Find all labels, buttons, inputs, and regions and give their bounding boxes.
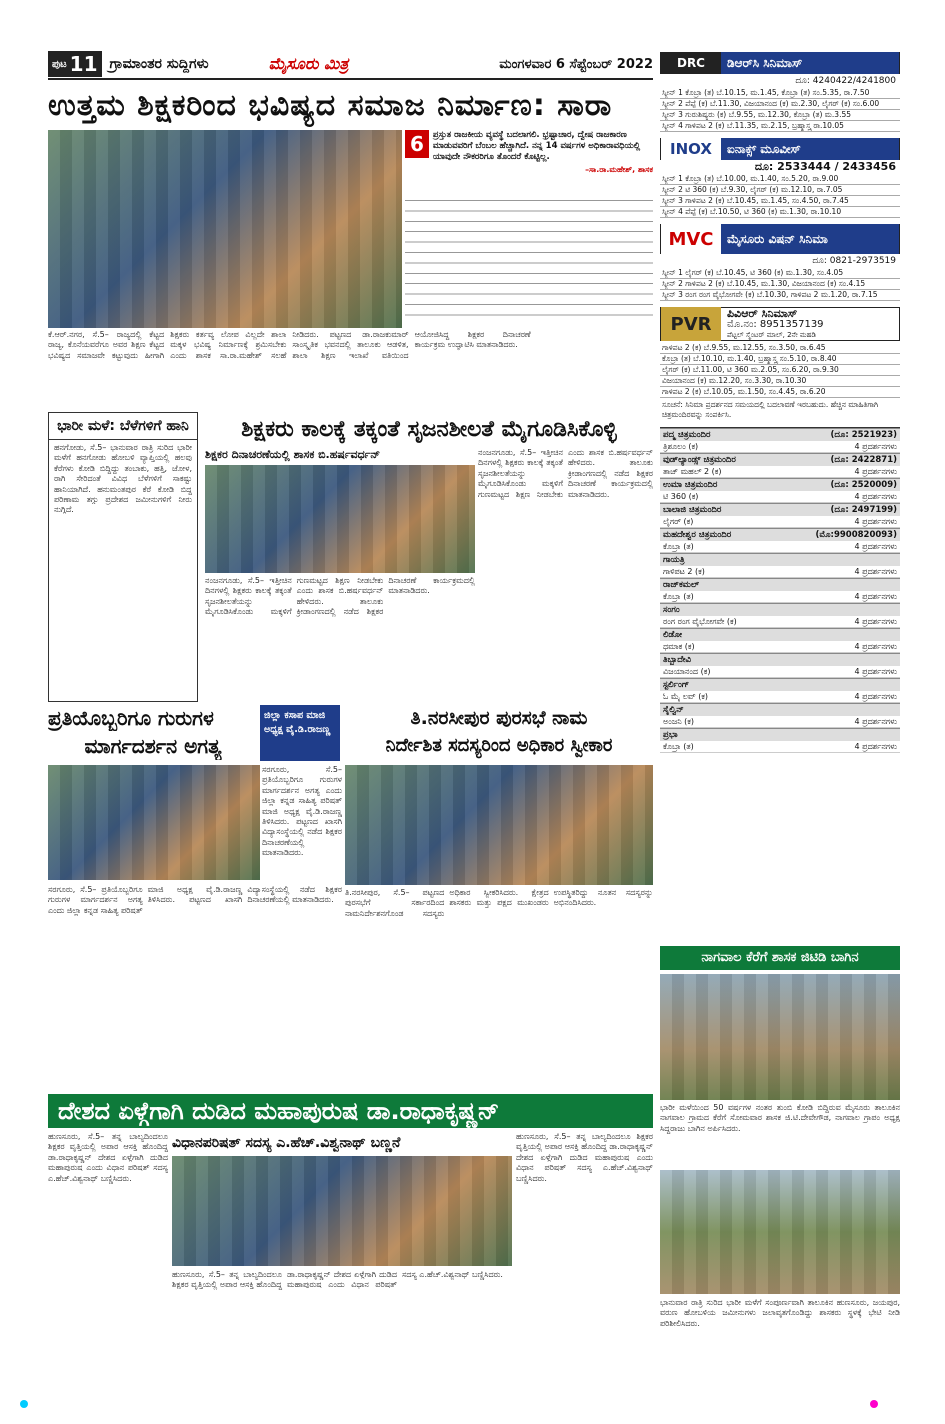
theatre-film: ಧಮಾಕ (ಕ) (663, 642, 695, 651)
inox-logo: INOX (661, 138, 721, 160)
cinema-listings (660, 50, 900, 753)
theatre-header (660, 678, 900, 691)
page-label: ಪುಟ (52, 58, 67, 70)
pvr-address: ಪೆಟ್ಟಲ್ ಸ್ಮೆಂಟರ್‌ ಮಾಲ್, 2ನೇ ಮಹಡಿ (727, 330, 816, 339)
theatre-header (660, 428, 900, 441)
theatre-phone: (ಮೊ:9900820093) (815, 530, 897, 540)
list-item: ಸ್ಕ್ರೀನ್ 3 ಗುರುಶಿಷ್ಯರು (ಕ) ಬೆ.9.55, ಮ.12.30, ಕೊಬ್ರಾ (ತ) ಮ.3.55 (660, 110, 900, 121)
theatre-name: ಸ್ಟರ್ಲಿಂಗ್ (663, 680, 690, 690)
theatre-header (660, 653, 900, 666)
story7-photo-1 (660, 974, 900, 1100)
theatre-header (660, 453, 900, 466)
theatre-name: ತಿಬ್ಬಾದೇವಿ (663, 655, 692, 665)
pvr-phone: ಮೊ.ನಂ: 8951357139 (727, 318, 824, 330)
theatre-row (660, 716, 900, 728)
story3-body-right: ನಂಜನಗೂಡು, ಸೆ.5– ಇತ್ತೀಚಿನ ದಿನಗಳಲ್ಲಿ ಶಿಕ್ಷಕರು ಕಾಲಕ್ಕೆ ತಕ್ಕಂತೆ ಸೃಜನಶೀಲತೆಯನ್ನು ಮೈಗೂಡಿಸಿಕೊಂಡು ಮಕ್ಕಳಿಗೆ ಗುಣಮಟ್ಟದ ಶಿಕ್ಷಣ ನೀಡಬೇಕು ಎಂದು ಶಾಸಕ ಬಿ.ಹರ್ಷವರ್ಧನ್ ಹೇಳಿದರು. ತಾಲೂಕು ಕ್ರೀಡಾಂಗಣದಲ್ಲಿ ನಡೆದ ಶಿಕ್ಷಕರ ದಿನಾಚರಣೆ ಕಾರ್ಯಕ್ರಮದಲ್ಲಿ ಮಾತನಾಡಿದರು. (478, 448, 653, 499)
theatre-header (660, 528, 900, 541)
drc-rows (660, 88, 900, 132)
story7-body-1: ಭಾರೀ ಮಳೆಯಿಂದ 50 ವರ್ಷಗಳ ನಂತರ ತುಂಬಿ ಕೋಡಿ ಬಿದ್ದಿರುವ ಮೈಸೂರು ತಾಲೂಕಿನ ನಾಗವಾಲ ಗ್ರಾಮದ ಕೆರೆಗೆ ಸೋಮವಾರ ಶಾಸಕ ಜಿ.ಟಿ.ದೇವೇಗೌಡ, ನಾಗವಾಲ ಗ್ರಾಪಂ ಅಧ್ಯಕ್ಷ ಸಿದ್ದರಾಜು ಬಾಗಿನ ಅರ್ಪಿಸಿದರು. (660, 1103, 900, 1133)
story4-photo (48, 765, 260, 880)
theatre-header (660, 578, 900, 591)
story1-quote-box (405, 130, 653, 326)
theatre-film: ಕೊಬ್ರಾ (ತ) (663, 592, 694, 601)
story4-headline-line1: ಪ್ರತಿಯೊಬ್ಬರಿಗೂ ಗುರುಗಳ (48, 706, 214, 730)
theatre-shows: 4 ಪ್ರದರ್ಶನಗಳು (854, 567, 897, 576)
theatre-shows: 4 ಪ್ರದರ್ಶನಗಳು (854, 692, 897, 701)
theatre-phone: (ದೂ: 2422871) (830, 455, 897, 465)
story4-body: ಸರಗೂರು, ಸೆ.5– ಪ್ರತಿಯೊಬ್ಬರಿಗೂ ಗುರುಗಳ ಮಾರ್ಗದರ್ಶನ ಅಗತ್ಯ ಎಂದು ಜಿಲ್ಲಾ ಕನ್ನಡ ಸಾಹಿತ್ಯ ಪರಿಷತ್ ಮಾಜಿ ಅಧ್ಯಕ್ಷ ವೈ.ಡಿ.ರಾಜಣ್ಣ ತಿಳಿಸಿದರು. ಪಟ್ಟಣದ ಖಾಸಗಿ ವಿದ್ಯಾಸಂಸ್ಥೆಯಲ್ಲಿ ನಡೆದ ಶಿಕ್ಷಕರ ದಿನಾಚರಣೆಯಲ್ಲಿ ಮಾತನಾಡಿದರು. (48, 885, 342, 915)
story1-quote-author: –ಸಾ.ರಾ.ಮಹೇಶ್, ಶಾಸಕ (585, 165, 653, 174)
inox-rows (660, 174, 900, 218)
theatre-film: ಅಂಜನಿ (ಕ) (663, 717, 695, 726)
story3-subhead: ಶಿಕ್ಷಕರ ದಿನಾಚರಣೆಯಲ್ಲಿ ಶಾಸಕ ಬಿ.ಹರ್ಷವರ್ಧನ್ (205, 448, 381, 461)
list-item: ಸ್ಕ್ರೀನ್ 2 ಗಾಳಿಪಟ 2 (ಕ) ಬೆ.10.45, ಮ.1.30, ವಿಜಯಾನಂದ (ಕ) ಸಂ.4.15 (660, 279, 900, 290)
theatre-row (660, 491, 900, 503)
theatre-shows: 4 ಪ್ರದರ್ಶನಗಳು (854, 717, 897, 726)
registration-mark (870, 1400, 878, 1408)
story6-body: ಹುಣಸೂರು, ಸೆ.5– ತನ್ನ ಬಾಲ್ಯದಿಂದಲೂ ಶಿಕ್ಷಕರ ವೃತ್ತಿಯಲ್ಲಿ ಅಪಾರ ಆಸಕ್ತಿ ಹೊಂದಿದ್ದ ಡಾ.ರಾಧಾಕೃಷ್ಣನ್ ದೇಶದ ಏಳ್ಗೆಗಾಗಿ ದುಡಿದ ಮಹಾಪುರುಷ ಎಂದು ವಿಧಾನ ಪರಿಷತ್ ಸದಸ್ಯ ಎ.ಹೆಚ್.ವಿಶ್ವನಾಥ್ ಬಣ್ಣಿಸಿದರು. (172, 1270, 503, 1290)
theatre-film: ಗಾಳಿಪಟ 2 (ಕ) (663, 567, 705, 576)
story4-body-side: ಸರಗೂರು, ಸೆ.5– ಪ್ರತಿಯೊಬ್ಬರಿಗೂ ಗುರುಗಳ ಮಾರ್ಗದರ್ಶನ ಅಗತ್ಯ ಎಂದು ಜಿಲ್ಲಾ ಕನ್ನಡ ಸಾಹಿತ್ಯ ಪರಿಷತ್ ಮಾಜಿ ಅಧ್ಯಕ್ಷ ವೈ.ಡಿ.ರಾಜಣ್ಣ ತಿಳಿಸಿದರು. ಪಟ್ಟಣದ ಖಾಸಗಿ ವಿದ್ಯಾಸಂಸ್ಥೆಯಲ್ಲಿ ನಡೆದ ಶಿಕ್ಷಕರ ದಿನಾಚರಣೆಯಲ್ಲಿ ಮಾತನಾಡಿದರು. (262, 765, 342, 858)
story3-body: ನಂಜನಗೂಡು, ಸೆ.5– ಇತ್ತೀಚಿನ ದಿನಗಳಲ್ಲಿ ಶಿಕ್ಷಕರು ಕಾಲಕ್ಕೆ ತಕ್ಕಂತೆ ಸೃಜನಶೀಲತೆಯನ್ನು ಮೈಗೂಡಿಸಿಕೊಂಡು ಮಕ್ಕಳಿಗೆ ಗುಣಮಟ್ಟದ ಶಿಕ್ಷಣ ನೀಡಬೇಕು ಎಂದು ಶಾಸಕ ಬಿ.ಹರ್ಷವರ್ಧನ್ ಹೇಳಿದರು. ತಾಲೂಕು ಕ್ರೀಡಾಂಗಣದಲ್ಲಿ ನಡೆದ ಶಿಕ್ಷಕರ ದಿನಾಚರಣೆ ಕಾರ್ಯಕ್ರಮದಲ್ಲಿ ಮಾತನಾಡಿದರು. (205, 576, 475, 617)
theatre-row (660, 641, 900, 653)
theatre-row (660, 541, 900, 553)
pvr-logo: PVR (661, 307, 721, 341)
story6-subhead: ವಿಧಾನಪರಿಷತ್ ಸದಸ್ಯ ಎ.ಹೆಚ್.ವಿಶ್ವನಾಥ್ ಬಣ್ಣನೆ (172, 1135, 401, 1151)
inox-name: ಐನಾಕ್ಸ್ ಮೂವೀಸ್ (721, 138, 899, 160)
story5-photo (345, 765, 653, 885)
registration-mark (20, 1400, 28, 1408)
theatre-film: ಕೊಬ್ರಾ (ತ) (663, 742, 694, 751)
story2-box (48, 412, 198, 702)
theatre-name: ಸಂಗಂ (663, 605, 680, 615)
theatre-film: ಟಿ 360 (ಕ) (663, 492, 699, 501)
list-item: ಸ್ಕ್ರೀನ್ 4 ಗಾಳಿಪಟ 2 (ಕ) ಬೆ.11.35, ಮ.2.15, ಬ್ರಹ್ಮಾಸ್ತ್ರ ರಾ.10.05 (660, 121, 900, 132)
story2-headline: ಭಾರೀ ಮಳೆ: ಬೆಳೆಗಳಿಗೆ ಹಾನಿ (49, 413, 197, 440)
story7-headline: ನಾಗವಾಲ ಕೆರೆಗೆ ಶಾಸಕ ಜಿಟಿಡಿ ಬಾಗಿನ (660, 946, 900, 970)
list-item: ಸ್ಕ್ರೀನ್ 1 ಕೊಬ್ರಾ (ತ) ಬೆ.10.15, ಮ.1.45, ಕೊಬ್ರಾ (ತ) ಸಂ.5.35, ರಾ.7.50 (660, 88, 900, 99)
mvc-rows (660, 268, 900, 301)
theatre-header (660, 703, 900, 716)
story4-headline-line2: ಮಾರ್ಗದರ್ಶನ ಅಗತ್ಯ (84, 734, 222, 758)
theatre-header (660, 478, 900, 491)
theatre-name: ಲಿಡೋ (663, 630, 683, 640)
theatre-shows: 4 ಪ್ರದರ್ಶನಗಳು (854, 742, 897, 751)
story1-photo (48, 130, 402, 328)
mvc-header (660, 224, 900, 254)
theatre-header (660, 553, 900, 566)
theatre-name: ಪದ್ಮ ಚಿತ್ರಮಂದಿರ (663, 430, 711, 440)
story6-banner: ದೇಶದ ಏಳ್ಗೆಗಾಗಿ ದುಡಿದ ಮಹಾಪುರುಷ ಡಾ.ರಾಧಾಕೃಷ್ಣನ್ (48, 1094, 653, 1128)
theatre-name: ಉಮಾ ಚಿತ್ರಮಂದಿರ (663, 480, 718, 490)
story1-headline: ಉತ್ತಮ ಶಿಕ್ಷಕರಿಂದ ಭವಿಷ್ಯದ ಸಮಾಜ ನಿರ್ಮಾಣ: ಸಾರಾ (48, 88, 613, 123)
drc-phone: ದೂ: 4240422/4241800 (795, 76, 896, 86)
theatre-name: ಮಹದೇಶ್ವರ ಚಿತ್ರಮಂದಿರ (663, 530, 732, 540)
quote-number: 6 (405, 130, 429, 158)
theatre-row (660, 441, 900, 453)
theatre-header (660, 728, 900, 741)
list-item: ಗಾಳಿಪಟ 2 (ಕ) ಬೆ.9.55, ಮ.12.55, ಸಂ.3.50, ರಾ.6.45 (660, 343, 900, 354)
list-item: ಸ್ಕ್ರೀನ್ 2 ಟಿ 360 (ಕ) ಬೆ.9.30, ಲೈಗರ್ (ಕ) ಮ.12.10, ರಾ.7.05 (660, 185, 900, 196)
theatre-shows: 4 ಪ್ರದರ್ಶನಗಳು (854, 542, 897, 551)
list-item: ಸ್ಕ್ರೀನ್ 2 ಪೆಪ್ಪೆ (ಕ) ಬೆ.11.30, ವಿಜಯಾನಂದ (ಕ) ಮ.2.30, ಲೈಗರ್ (ಕ) ಸಂ.6.00 (660, 99, 900, 110)
story3-photo (205, 465, 475, 573)
pvr-name: ಪಿವಿಆರ್ ಸಿನಿಮಾಸ್ (727, 306, 798, 320)
theatre-row (660, 616, 900, 628)
story7-body-2: ಭಾನುವಾರ ರಾತ್ರಿ ಸುರಿದ ಭಾರೀ ಮಳೆಗೆ ಸಂಪೂರ್ಣವಾಗಿ ತಾಲೂಕಿನ ಹುಣಸೂರು, ಜಯಪುರ, ವರುಣ ಹೋಬಳಿಯ ಜಮೀನುಗಳು ಜಲಾವೃತಗೊಂಡಿದ್ದು ಶಾಸಕರು ಸ್ಥಳಕ್ಕೆ ಭೇಟಿ ನೀಡಿ ಪರಿಶೀಲಿಸಿದರು. (660, 1298, 900, 1328)
theatre-name: ರಾಜ್‌ಕಮಲ್ (663, 580, 700, 590)
story2-body: ಹನಗೋಡು, ಸೆ.5– ಭಾನುವಾರ ರಾತ್ರಿ ಸುರಿದ ಭಾರೀ ಮಳೆಗೆ ಹನಗೋಡು ಹೋಬಳಿ ವ್ಯಾಪ್ತಿಯಲ್ಲಿ ಹಲವು ಕೆರೆಗಳು ಕೋಡಿ ಬಿದ್ದಿದ್ದು ತಂಬಾಕು, ಹತ್ತಿ, ಜೋಳ, ರಾಗಿ ಸೇರಿದಂತೆ ವಿವಿಧ ಬೆಳೆಗಳಿಗೆ ಸಾಕಷ್ಟು ಹಾನಿಯಾಗಿದೆ. ಹನುಮಂತಪುರ ಕೆರೆ ಕೋಡಿ ಬಿದ್ದ ಪರಿಣಾಮ ತಗ್ಗು ಪ್ರದೇಶದ ಜಮೀನುಗಳಿಗೆ ನೀರು ನುಗ್ಗಿದೆ. (54, 443, 192, 515)
theatre-name: ಬಾಲಾಜಿ ಚಿತ್ರಮಂದಿರ (663, 505, 722, 515)
list-item: ವಿಜಯಾನಂದ (ಕ) ಮ.12.20, ಸಂ.3.30, ರಾ.10.30 (660, 376, 900, 387)
page-number: 11 (69, 52, 98, 76)
theatre-shows: 4 ಪ್ರದರ್ಶನಗಳು (854, 617, 897, 626)
pvr-rows (660, 343, 900, 398)
drc-header (660, 52, 900, 74)
theatre-row (660, 666, 900, 678)
theatre-film: ವಿಜಯಾನಂದ (ಕ) (663, 667, 711, 676)
theatre-row (660, 516, 900, 528)
mvc-logo: MVC (661, 224, 721, 254)
list-item: ಸ್ಕ್ರೀನ್ 3 ರಂಗ ರಂಗ ವೈಭೋಗವೇ (ಕ) ಬೆ.10.30, ಗಾಳಿಪಟ 2 ಮ.1.20, ರಾ.7.15 (660, 290, 900, 301)
mvc-phone: ದೂ: 0821-2973519 (812, 256, 896, 266)
list-item: ಲೈಗರ್ (ಕ) ಬೆ.11.00, ಟಿ 360 ಮ.2.05, ಸಂ.6.20, ರಾ.9.30 (660, 365, 900, 376)
paper-name: ಮೈಸೂರು ಮಿತ್ರ (268, 54, 349, 73)
issue-date: ಮಂಗಳವಾರ 6 ಸೆಪ್ಟೆಂಬರ್ 2022 (499, 56, 653, 72)
list-item: ಕೊಬ್ರಾ (ತ) ಬೆ.10.10, ಮ.1.40, ಬ್ರಹ್ಮಾಸ್ತ್ರ ಸಂ.5.10, ರಾ.8.40 (660, 354, 900, 365)
theatre-film: ಲೈಗರ್ (ಕ) (663, 517, 694, 526)
theatre-film: ಕೊಬ್ರಾ (ತ) (663, 542, 694, 551)
theatre-row (660, 741, 900, 753)
theatre-name: ಪ್ರಭಾ (663, 730, 678, 740)
list-item: ಸ್ಕ್ರೀನ್ 4 ಪೆಪ್ಪೆ (ಕ) ಬೆ.10.50, ಟಿ 360 (ಕ) ಮ.1.30, ರಾ.10.10 (660, 207, 900, 218)
story3-headline: ಶಿಕ್ಷಕರು ಕಾಲಕ್ಕೆ ತಕ್ಕಂತೆ ಸೃಜನಶೀಲತೆ ಮೈಗೂಡಿಸಿಕೊಳ್ಳಿ (241, 417, 617, 442)
theatre-row (660, 591, 900, 603)
theatre-name: ಗಾಯತ್ರಿ (663, 555, 685, 565)
drc-logo: DRC (661, 52, 721, 74)
theatre-row (660, 466, 900, 478)
theatre-shows: 4 ಪ್ರದರ್ಶನಗಳು (854, 467, 897, 476)
drc-name: ಡಿಆರ್‌ಸಿ ಸಿನಿಮಾಸ್ (721, 52, 899, 74)
page-number-box (48, 51, 102, 77)
inox-header (660, 138, 900, 160)
theatre-film: ತಾಜ್ ಮಹಲ್ 2 (ಕ) (663, 467, 722, 476)
pvr-header (660, 307, 900, 341)
theatre-row (660, 691, 900, 703)
theatre-header (660, 628, 900, 641)
theatre-shows: 4 ಪ್ರದರ್ಶನಗಳು (854, 592, 897, 601)
story6-photo (172, 1156, 512, 1266)
list-item: ಸ್ಕ್ರೀನ್ 3 ಗಾಳಿಪಟ 2 (ಕ) ಬೆ.10.45, ಮ.1.45, ಸಂ.4.50, ರಾ.7.45 (660, 196, 900, 207)
story6-body-left: ಹುಣಸೂರು, ಸೆ.5– ತನ್ನ ಬಾಲ್ಯದಿಂದಲೂ ಶಿಕ್ಷಕರ ವೃತ್ತಿಯಲ್ಲಿ ಅಪಾರ ಆಸಕ್ತಿ ಹೊಂದಿದ್ದ ಡಾ.ರಾಧಾಕೃಷ್ಣನ್ ದೇಶದ ಏಳ್ಗೆಗಾಗಿ ದುಡಿದ ಮಹಾಪುರುಷ ಎಂದು ವಿಧಾನ ಪರಿಷತ್ ಸದಸ್ಯ ಎ.ಹೆಚ್.ವಿಶ್ವನಾಥ್ ಬಣ್ಣಿಸಿದರು. (48, 1132, 168, 1183)
list-item: ಗಾಳಿಪಟ 2 (ಕ) ಬೆ.10.05, ಮ.1.50, ಸಂ.4.45, ರಾ.6.20 (660, 387, 900, 398)
story5-headline-line1: ತಿ.ನರಸೀಪುರ ಪುರಸಭೆ ನಾಮ (410, 707, 588, 729)
story7-photo-2 (660, 1170, 900, 1294)
story1-body: ಕೆ.ಆರ್.ನಗರ, ಸೆ.5– ರಾಜ್ಯದಲ್ಲಿ ಕೆಟ್ಟದ ರಾಜ್ಯ, ಕೊನೆಯವರೆಗೂ ಅವರ ಶಿಕ್ಷಣ ಕೆಟ್ಟದ ಭವಿಷ್ಯದ ಸಮಾಜವೇ ಕಟ್ಟುವುದು ಹೀಗಾಗಿ ಶಿಕ್ಷಕರು ಕರ್ತವ್ಯ ಲೋಪ ವಿಲ್ಲದೇ ಶಾಲಾ ಮಕ್ಕಳ ಭವಿಷ್ಯ ನಿರ್ಮಾಣಕ್ಕೆ ಶ್ರಮಿಸಬೇಕು ಎಂದು ಶಾಸಕ ಸಾ.ರಾ.ಮಹೇಶ್ ಸಲಹೆ ನೀಡಿದರು. ಪಟ್ಟಣದ ಡಾ.ರಾಜಕುಮಾರ್ ಸಾಂಸ್ಕೃತಿಕ ಭವನದಲ್ಲಿ ತಾಲೂಕು ಆಡಳಿತ, ಶಾಲಾ ಶಿಕ್ಷಣ ಇಲಾಖೆ ವತಿಯಿಂದ ಆಯೋಜಿಸಿದ್ದ ಶಿಕ್ಷಕರ ದಿನಾಚರಣೆ ಕಾರ್ಯಕ್ರಮ ಉದ್ಘಾಟಿಸಿ ಮಾತನಾಡಿದರು. (48, 330, 531, 360)
story5-body: ತಿ.ನರಸೀಪುರ, ಸೆ.5– ಪಟ್ಟಣದ ಪುರಸಭೆಗೆ ಸರ್ಕಾರದಿಂದ ನಾಮನಿರ್ದೇಶನಗೊಂಡ ಸದಸ್ಯರು ಅಧಿಕಾರ ಸ್ವೀಕರಿಸಿದರು. ಕ್ಷೇತ್ರದ ಶಾಸಕರು ಮತ್ತು ಪಕ್ಷದ ಮುಖಂಡರು ಉಪಸ್ಥಿತರಿದ್ದು ನೂತನ ಸದಸ್ಯರನ್ನು ಅಭಿನಂದಿಸಿದರು. (345, 888, 653, 918)
theatre-list (660, 428, 900, 753)
story4-side-box: ಜಿಲ್ಲಾ ಕಸಾಪ ಮಾಜಿ ಅಧ್ಯಕ್ಷ ವೈ.ಡಿ.ರಾಜಣ್ಣ (260, 705, 340, 761)
cinema-notice: ಸೂಚನೆ: ಸಿನಿಮಾ ಪ್ರದರ್ಶನದ ಸಮಯದಲ್ಲಿ ಬದಲಾವಣೆ ಇರಬಹುದು. ಹೆಚ್ಚಿನ ಮಾಹಿತಿಗಾಗಿ ಚಿತ್ರಮಂದಿರವನ್ನು ಸಂಪರ್ಕಿಸಿ. (660, 398, 900, 428)
section-title: ಗ್ರಾಮಾಂತರ ಸುದ್ದಿಗಳು (109, 56, 209, 72)
theatre-phone: (ದೂ: 2521923) (830, 430, 897, 440)
theatre-shows: 4 ಪ್ರದರ್ಶನಗಳು (854, 442, 897, 451)
theatre-film: ತ್ರಿಶೂಲಂ (ಕ) (663, 442, 699, 451)
story6-body-right: ಹುಣಸೂರು, ಸೆ.5– ತನ್ನ ಬಾಲ್ಯದಿಂದಲೂ ಶಿಕ್ಷಕರ ವೃತ್ತಿಯಲ್ಲಿ ಅಪಾರ ಆಸಕ್ತಿ ಹೊಂದಿದ್ದ ಡಾ.ರಾಧಾಕೃಷ್ಣನ್ ದೇಶದ ಏಳ್ಗೆಗಾಗಿ ದುಡಿದ ಮಹಾಪುರುಷ ಎಂದು ವಿಧಾನ ಪರಿಷತ್ ಸದಸ್ಯ ಎ.ಹೆಚ್.ವಿಶ್ವನಾಥ್ ಬಣ್ಣಿಸಿದರು. (516, 1132, 653, 1183)
theatre-shows: 4 ಪ್ರದರ್ಶನಗಳು (854, 517, 897, 526)
theatre-phone: (ದೂ: 2520009) (830, 480, 897, 490)
theatre-film: ರಂಗ ರಂಗ ವೈಭೋಗವೇ (ಕ) (663, 617, 737, 626)
theatre-shows: 4 ಪ್ರದರ್ಶನಗಳು (854, 667, 897, 676)
mvc-name: ಮೈಸೂರು ವಿಷನ್ ಸಿನಿಮಾ (721, 224, 899, 254)
inox-phone: ದೂ: 2533444 / 2433456 (754, 160, 896, 173)
story5-headline-line2: ನಿರ್ದೇಶಿತ ಸದಸ್ಯರಿಂದ ಅಧಿಕಾರ ಸ್ವೀಕಾರ (385, 735, 613, 756)
theatre-header (660, 603, 900, 616)
theatre-shows: 4 ಪ್ರದರ್ಶನಗಳು (854, 642, 897, 651)
list-item: ಸ್ಕ್ರೀನ್ 1 ಕೊಬ್ರಾ (ತ) ಬೆ.10.00, ಮ.1.40, ಸಂ.5.20, ರಾ.9.00 (660, 174, 900, 185)
theatre-film: ಓ ಮೈ ಲವ್ (ಕ) (663, 692, 709, 701)
story1-quote: ಪ್ರಸ್ತುತ ರಾಜಕೀಯ ವ್ಯವಸ್ಥೆ ಬದಲಾಗಲಿ. ಭ್ರಷ್ಟಾಚಾರ, ದ್ವೇಷ ರಾಜಕಾರಣ ಮಾಡುವವರಿಗೆ ಬೆಂಬಲ ಹೆಚ್ಚಾಗಿದೆ. ನನ್ನ 14 ವರ್ಷಗಳ ಅಧಿಕಾರಾವಧಿಯಲ್ಲಿ ಯಾವುದೇ ನೌಕರರಿಗೂ ತೊಂದರೆ ಕೊಟ್ಟಿಲ್ಲ. (432, 130, 641, 162)
masthead (48, 50, 653, 80)
theatre-shows: 4 ಪ್ರದರ್ಶನಗಳು (854, 492, 897, 501)
theatre-name: ವುಡ್‌ಲ್ಯಾಂಡ್ಸ್ ಚಿತ್ರಮಂದಿರ (663, 455, 736, 465)
theatre-name: ಸೈಲ್ವಿನ್ (663, 705, 684, 715)
theatre-row (660, 566, 900, 578)
theatre-header (660, 503, 900, 516)
theatre-phone: (ದೂ: 2497199) (830, 505, 897, 515)
list-item: ಸ್ಕ್ರೀನ್ 1 ಲೈಗರ್ (ಕ) ಬೆ.10.45, ಟಿ 360 (ಕ) ಮ.1.30, ಸಂ.4.05 (660, 268, 900, 279)
